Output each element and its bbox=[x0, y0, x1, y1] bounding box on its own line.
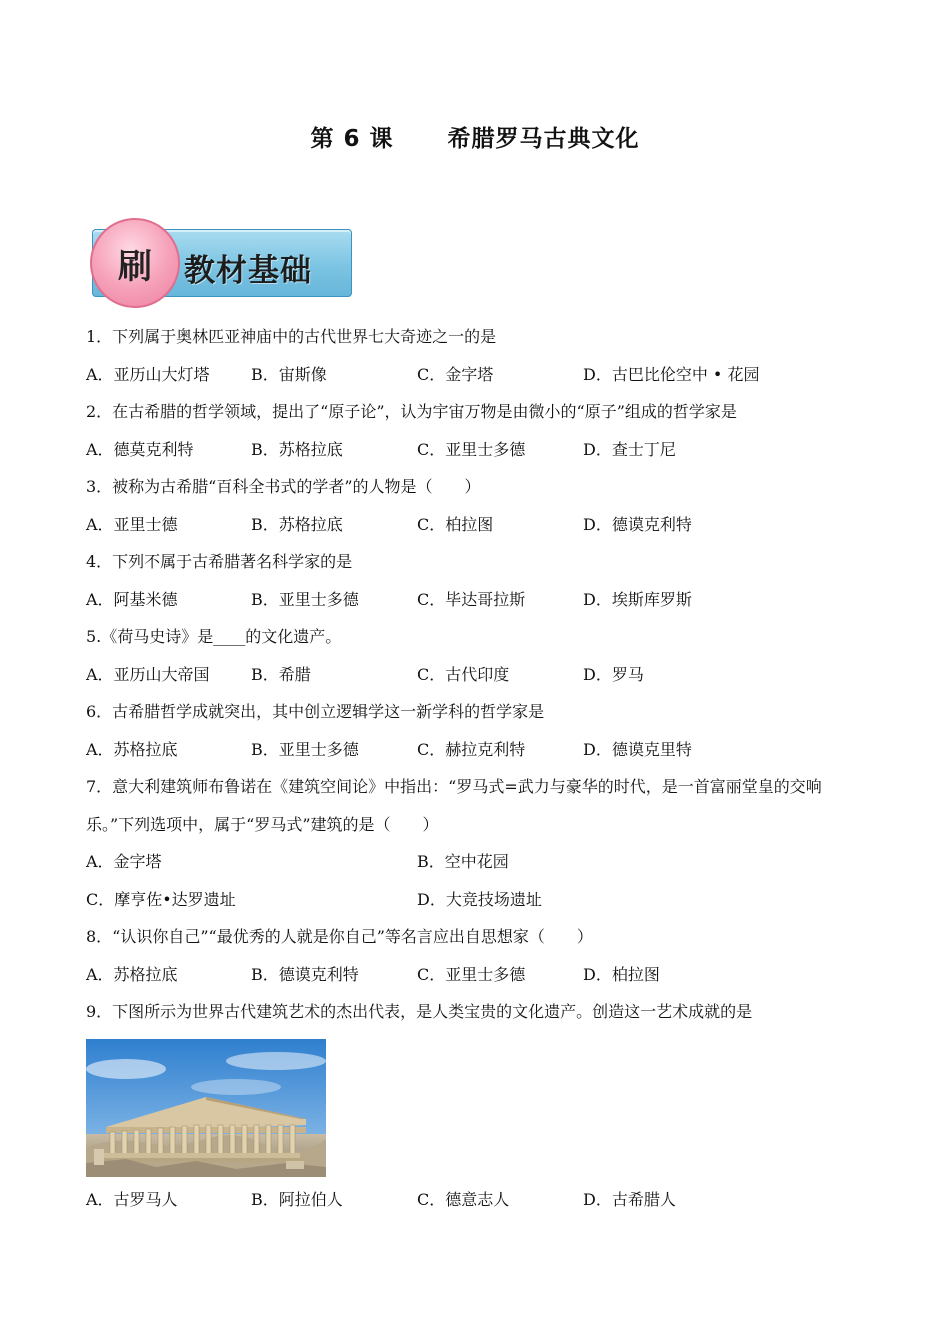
question-1-options bbox=[86, 356, 866, 394]
question-4-stem: 4．下列不属于古希腊著名科学家的是 bbox=[86, 552, 353, 571]
option-b: B．希腊 bbox=[251, 664, 311, 684]
option-b: B．空中花园 bbox=[417, 852, 509, 871]
option-d: D．古希腊人 bbox=[583, 1189, 676, 1209]
question-2-options bbox=[86, 431, 866, 469]
question-5-options bbox=[86, 656, 866, 694]
option-d: D．查士丁尼 bbox=[583, 439, 676, 459]
option-c: C．柏拉图 bbox=[417, 514, 494, 534]
option-d: D．德谟克里特 bbox=[583, 739, 692, 759]
question-7-stem: 7．意大利建筑师布鲁诺在《建筑空间论》中指出：“罗马式=武力与豪华的时代，是一首富丽堂皇的交响乐。”下列选项中，属于“罗马式”建筑的是（ ） bbox=[86, 777, 822, 834]
option-c: C．摩亨佐•达罗遗址 bbox=[86, 889, 236, 909]
option-b: B．宙斯像 bbox=[251, 364, 327, 384]
option-a: A．金字塔 bbox=[86, 852, 162, 871]
option-c: C．亚里士多德 bbox=[417, 439, 526, 459]
option-d: D．德谟克利特 bbox=[583, 514, 692, 534]
option-a: A．古罗马人 bbox=[86, 1189, 178, 1209]
option-c: C．古代印度 bbox=[417, 664, 510, 684]
question-3-options bbox=[86, 506, 866, 544]
question-6-stem: 6．古希腊哲学成就突出，其中创立逻辑学这一新学科的哲学家是 bbox=[86, 702, 545, 721]
option-a: A．苏格拉底 bbox=[86, 739, 178, 759]
option-d: D．大竞技场遗址 bbox=[417, 889, 542, 909]
question-5-stem: 5.《荷马史诗》是____的文化遗产。 bbox=[86, 627, 342, 646]
option-c: C．德意志人 bbox=[417, 1189, 510, 1209]
option-d: D．埃斯库罗斯 bbox=[583, 589, 692, 609]
question-2-stem: 2．在古希腊的哲学领域，提出了“原子论”，认为宇宙万物是由微小的“原子”组成的哲学家是 bbox=[86, 402, 737, 421]
question-4-options bbox=[86, 581, 866, 619]
option-a: A．德莫克利特 bbox=[86, 439, 194, 459]
option-a: A．亚里士德 bbox=[86, 514, 178, 534]
section-label: 教材基础 bbox=[184, 253, 312, 289]
option-b: B．亚里士多德 bbox=[251, 739, 359, 759]
question-6-options bbox=[86, 731, 866, 769]
option-a: A．亚历山大帝国 bbox=[86, 664, 210, 684]
option-c: C．毕达哥拉斯 bbox=[417, 589, 526, 609]
option-d: D．柏拉图 bbox=[583, 964, 660, 984]
option-c: C．赫拉克利特 bbox=[417, 739, 526, 759]
option-b: B．苏格拉底 bbox=[251, 514, 343, 534]
question-3-stem: 3．被称为古希腊“百科全书式的学者”的人物是（ ） bbox=[86, 477, 481, 496]
option-d: D．古巴比伦空中 • 花园 bbox=[583, 364, 760, 384]
option-a: A．苏格拉底 bbox=[86, 964, 178, 984]
option-d: D．罗马 bbox=[583, 664, 644, 684]
page-title: 第 6 课 希腊罗马古典文化 bbox=[310, 126, 640, 152]
option-b: B．苏格拉底 bbox=[251, 439, 343, 459]
question-list bbox=[86, 318, 866, 1218]
question-7-options-row1 bbox=[86, 843, 866, 881]
question-9-options bbox=[86, 1181, 866, 1219]
banner-badge: 刷 bbox=[90, 218, 180, 308]
question-7-options-row2 bbox=[86, 881, 866, 919]
question-8-options bbox=[86, 956, 866, 994]
option-b: B．阿拉伯人 bbox=[251, 1189, 343, 1209]
option-c: C．亚里士多德 bbox=[417, 964, 526, 984]
question-1-stem: 1．下列属于奥林匹亚神庙中的古代世界七大奇迹之一的是 bbox=[86, 327, 497, 346]
option-c: C．金字塔 bbox=[417, 364, 494, 384]
section-banner bbox=[88, 218, 354, 300]
option-b: B．德谟克利特 bbox=[251, 964, 359, 984]
question-9-stem: 9．下图所示为世界古代建筑艺术的杰出代表，是人类宝贵的文化遗产。创造这一艺术成就的是 bbox=[86, 1002, 753, 1021]
parthenon-photo bbox=[86, 1039, 326, 1177]
option-a: A．亚历山大灯塔 bbox=[86, 364, 210, 384]
question-8-stem: 8．“认识你自己”“最优秀的人就是你自己”等名言应出自思想家（ ） bbox=[86, 927, 593, 946]
option-a: A．阿基米德 bbox=[86, 589, 178, 609]
option-b: B．亚里士多德 bbox=[251, 589, 359, 609]
